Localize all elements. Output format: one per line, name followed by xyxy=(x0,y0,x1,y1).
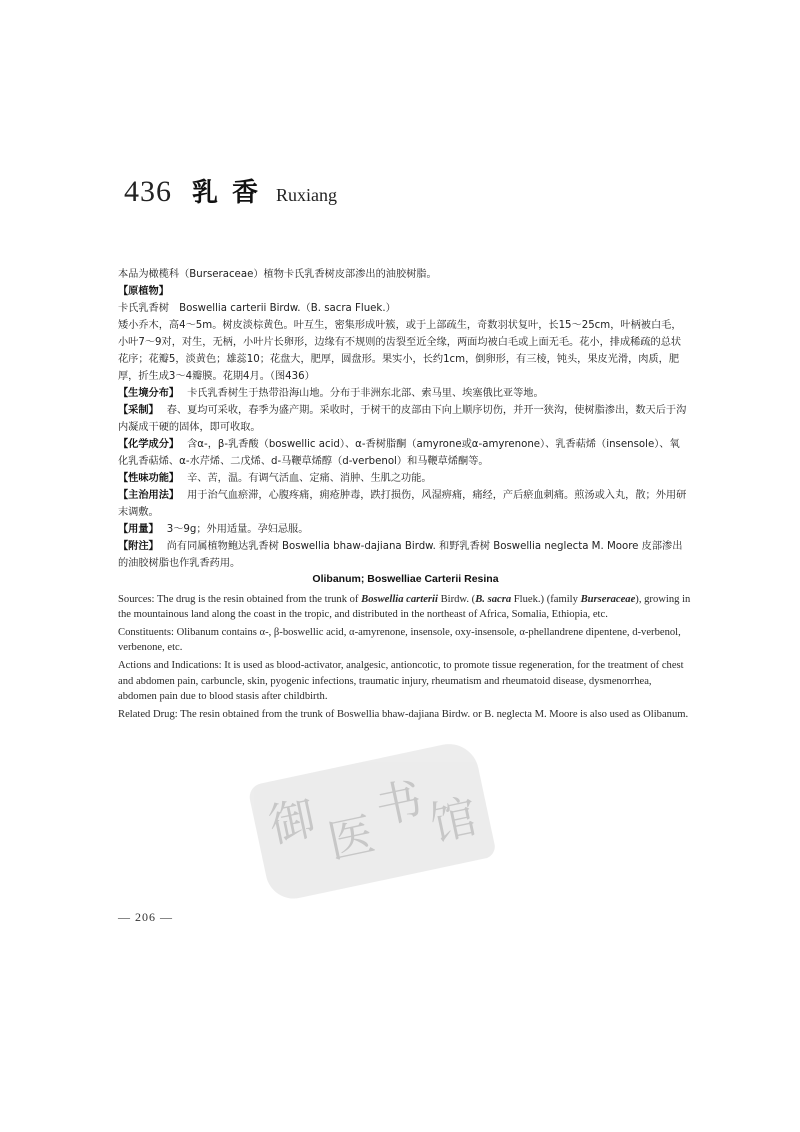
library-watermark-seal xyxy=(243,717,513,933)
sources-text: Sources: The drug is the resin obtained from the trunk of xyxy=(118,593,362,605)
sources-text: Birdw. ( xyxy=(437,593,476,605)
section-text: 卡氏乳香树生于热带沿海山地。分布于非洲东北部、索马里、埃塞俄比亚等地。 xyxy=(187,388,544,399)
plant-name-line: 卡氏乳香树 Boswellia carterii Birdw.（B. sacra Fluek.） xyxy=(118,303,396,314)
section-habitat xyxy=(118,385,688,402)
section-label: 【化学成分】 xyxy=(118,439,180,450)
section-chemistry xyxy=(118,436,688,470)
english-sources xyxy=(118,592,693,623)
english-related: Related Drug: The resin obtained from the trunk of Boswellia bhaw-dajiana Birdw. or B. neglecta M. Moore is also used as Olibanum. xyxy=(118,708,689,720)
section-label: 【性味功能】 xyxy=(118,473,180,484)
english-body xyxy=(118,572,693,724)
english-actions: Actions and Indications: It is used as blood-activator, analgesic, antioncotic, to promote tissue regeneration, for the treatment of chest and abdomen pain, carbuncle, skin, pyogenic infections, traumatic injury, rheumatism and rheumatoid disease, dysmenorrhea, abdomen pain due to blood stasis after childbirth. xyxy=(118,659,684,703)
section-text: 3～9g；外用适量。孕妇忌服。 xyxy=(166,524,309,535)
watermark-char: 书 xyxy=(370,771,428,835)
entry-heading xyxy=(124,172,337,209)
section-collection xyxy=(118,402,688,436)
watermark-char: 医 xyxy=(322,806,380,870)
entry-number: 436 xyxy=(124,175,172,208)
family-name: Burseraceae xyxy=(580,593,636,605)
english-title: Olibanum; Boswelliae Carterii Resina xyxy=(312,573,499,585)
section-note xyxy=(118,538,688,572)
section-label-plant: 【原植物】 xyxy=(118,286,169,297)
sources-text: ), growing in the mountainous land along the coast in the tropic, and distributed in the northeast of Africa, Somalia, Ethiopia, etc. xyxy=(118,593,691,621)
english-constituents: Constituents: Olibanum contains α-, β-boswellic acid, α-amyrenone, insensole, oxy-insensole, α-phellandrene dipentene, d-verbenol, verbenone, etc. xyxy=(118,626,681,654)
section-usage xyxy=(118,487,688,521)
watermark-char: 御 xyxy=(264,790,321,853)
synonym-name: B. sacra xyxy=(475,593,512,605)
species-name: Boswellia carterii xyxy=(361,593,438,605)
chinese-body xyxy=(118,266,688,572)
entry-title-chinese: 乳香 xyxy=(192,178,273,208)
page-number: — 206 — xyxy=(118,910,173,924)
section-text: 辛、苦，温。有调气活血、定痛、消肿、生肌之功能。 xyxy=(187,473,432,484)
sources-text: Fluek.) (family xyxy=(511,593,581,605)
plant-description: 矮小乔木，高4～5m。树皮淡棕黄色。叶互生，密集形成叶簇，或于上部疏生，奇数羽状复叶，长15～25cm，叶柄被白毛，小叶7～9对，对生，无柄，小叶片长卵形，边缘有不规则的齿裂至近全缘，两面均被白毛或上面无毛。花小，排成稀疏的总状花序；花瓣5，淡黄色；雄蕊10；花盘大，肥厚，圆盘形。果实小，长约1cm，倒卵形，有三棱，钝头，果皮光滑，肉质，肥厚，折生成3～4瓣膜。花期4月。（图436） xyxy=(118,320,682,382)
intro-paragraph: 本品为橄榄科（Burseraceae）植物卡氏乳香树皮部渗出的油胶树脂。 xyxy=(118,269,437,280)
section-label: 【用量】 xyxy=(118,524,159,535)
section-property xyxy=(118,470,688,487)
section-label: 【生境分布】 xyxy=(118,388,180,399)
section-text: 春、夏均可采收，春季为盛产期。采收时，于树干的皮部由下向上顺序切伤，并开一狭沟，使树脂渗出，数天后于沟内凝成干硬的固体，即可收取。 xyxy=(118,405,687,433)
entry-title-pinyin: Ruxiang xyxy=(276,185,338,205)
section-text: 含α-，β-乳香酸（boswellic acid）、α-香树脂酮（amyrone或α-amyrenone）、乳香萜烯（insensole）、氧化乳香萜烯、α-水芹烯、二戊烯、d-马鞭草烯醇（d-verbenol）和马鞭草烯酮等。 xyxy=(118,439,680,467)
section-text: 尚有同属植物鲍达乳香树 Boswellia bhaw-dajiana Birdw. 和野乳香树 Boswellia neglecta M. Moore 皮部渗出的油胶树脂也作乳香药用。 xyxy=(118,541,683,569)
section-text: 用于治气血瘀滞，心腹疼痛，痈疮肿毒，跌打损伤，风湿痹痛，痛经，产后瘀血刺痛。煎汤或入丸，散；外用研末调敷。 xyxy=(118,490,687,518)
section-dosage xyxy=(118,521,688,538)
section-label: 【主治用法】 xyxy=(118,490,180,501)
section-label: 【附注】 xyxy=(118,541,159,552)
watermark-char: 馆 xyxy=(425,788,482,852)
section-label: 【采制】 xyxy=(118,405,159,416)
